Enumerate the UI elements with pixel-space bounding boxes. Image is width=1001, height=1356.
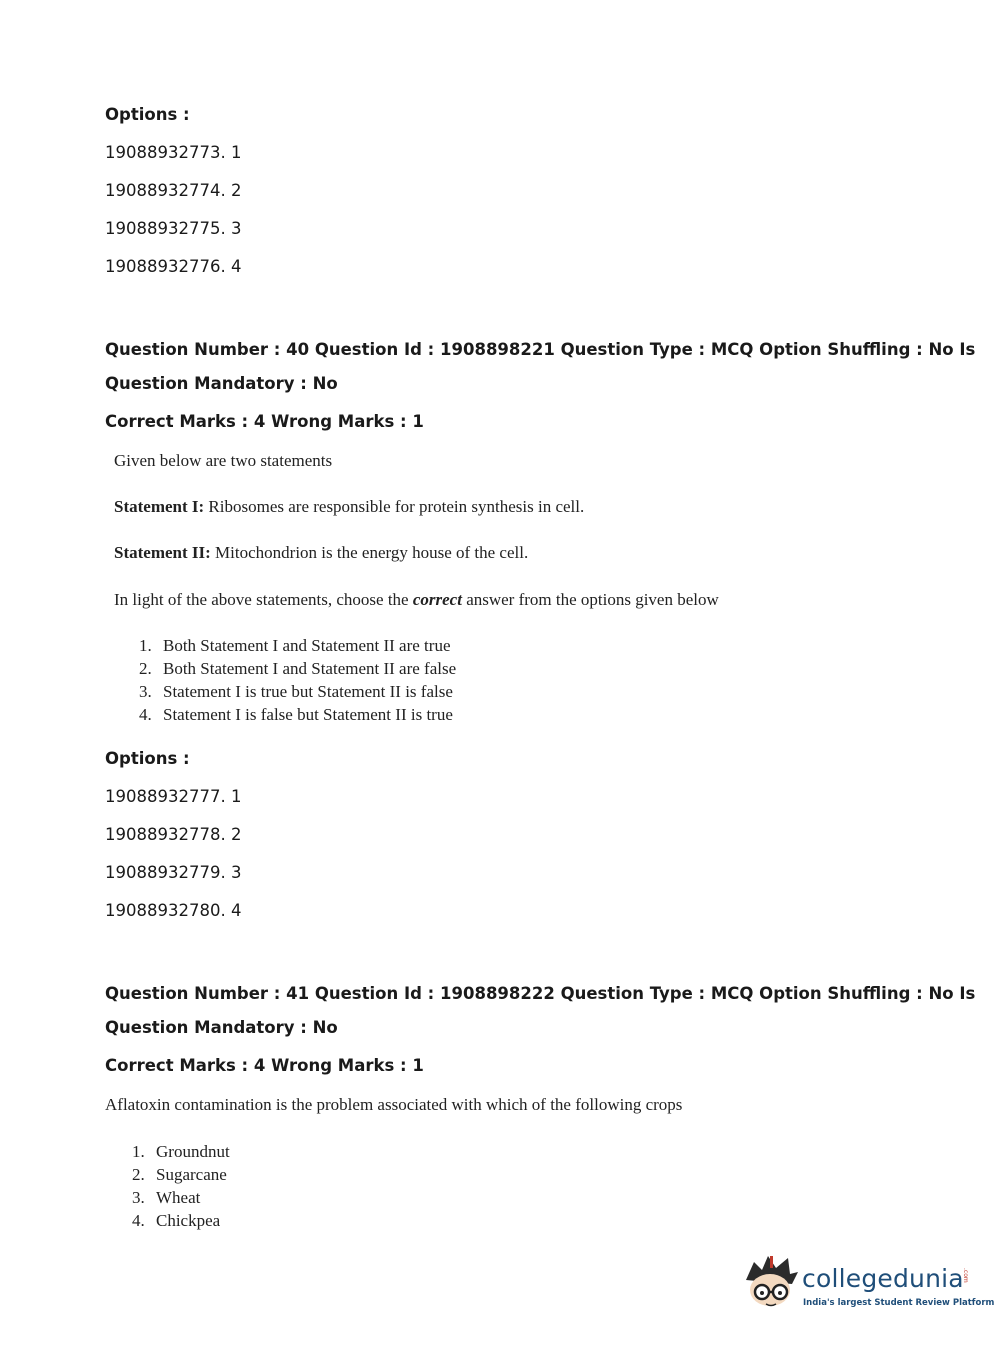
- choice-item: [139, 680, 456, 703]
- statement-two-label: Statement II:: [114, 543, 211, 562]
- choice-text: Groundnut: [156, 1142, 230, 1161]
- question-marks: Correct Marks : 4 Wrong Marks : 1: [105, 412, 424, 431]
- choice-number: 3.: [132, 1188, 145, 1207]
- question-mandatory: Question Mandatory : No: [105, 374, 338, 393]
- prompt-emphasis: correct: [412, 590, 462, 609]
- statement-one-label: Statement I:: [114, 497, 205, 516]
- logo-domain: .com: [962, 1268, 969, 1283]
- choice-text: Both Statement I and Statement II are false: [163, 659, 457, 678]
- choice-text: Statement I is true but Statement II is false: [163, 682, 453, 701]
- question-prompt: Aflatoxin contamination is the problem associated with which of the following crops: [105, 1095, 683, 1114]
- choice-item: [139, 634, 456, 657]
- choice-list: [132, 1140, 230, 1232]
- option-item: 19088932778. 2: [105, 825, 242, 844]
- statement-one-text: Ribosomes are responsible for protein synthesis in cell.: [204, 497, 585, 516]
- choice-item: [139, 703, 456, 726]
- question-prompt: [114, 590, 719, 610]
- choice-text: Statement I is false but Statement II is true: [163, 705, 453, 724]
- prompt-text: In light of the above statements, choose the: [114, 590, 413, 609]
- choice-item: [132, 1140, 230, 1163]
- statement-two: [114, 543, 528, 563]
- logo-wordmark: collegedunia: [802, 1264, 964, 1293]
- collegedunia-logo: [740, 1250, 995, 1320]
- question-header: Question Number : 40 Question Id : 1908898221 Question Type : MCQ Option Shuffling : No Is: [105, 340, 976, 359]
- choice-list: [139, 634, 456, 726]
- choice-number: 1.: [132, 1142, 145, 1161]
- statement-two-text: Mitochondrion is the energy house of the cell.: [210, 543, 529, 562]
- question-header: Question Number : 41 Question Id : 1908898222 Question Type : MCQ Option Shuffling : No Is: [105, 984, 976, 1003]
- option-item: 19088932774. 2: [105, 181, 242, 200]
- options-label: Options :: [105, 105, 190, 124]
- option-item: 19088932775. 3: [105, 219, 242, 238]
- logo-tagline: India's largest Student Review Platform: [803, 1298, 995, 1308]
- choice-item: [132, 1209, 230, 1232]
- choice-text: Sugarcane: [156, 1165, 227, 1184]
- option-item: 19088932780. 4: [105, 901, 242, 920]
- option-item: 19088932777. 1: [105, 787, 242, 806]
- choice-item: [132, 1186, 230, 1209]
- choice-text: Wheat: [156, 1188, 201, 1207]
- option-item: 19088932779. 3: [105, 863, 242, 882]
- question-mandatory: Question Mandatory : No: [105, 1018, 338, 1037]
- choice-text: Chickpea: [156, 1211, 221, 1230]
- choice-item: [139, 657, 456, 680]
- choice-number: 3.: [139, 682, 152, 701]
- choice-number: 2.: [132, 1165, 145, 1184]
- choice-text: Both Statement I and Statement II are true: [163, 636, 451, 655]
- choice-number: 2.: [139, 659, 152, 678]
- options-label: Options :: [105, 749, 190, 768]
- choice-number: 4.: [132, 1211, 145, 1230]
- mascot-glasses-icon: [740, 1250, 802, 1312]
- prompt-text: answer from the options given below: [461, 590, 719, 609]
- statement-one: [114, 497, 584, 517]
- choice-number: 4.: [139, 705, 152, 724]
- choice-number: 1.: [139, 636, 152, 655]
- question-marks: Correct Marks : 4 Wrong Marks : 1: [105, 1056, 424, 1075]
- option-item: 19088932773. 1: [105, 143, 242, 162]
- question-intro: Given below are two statements: [114, 451, 333, 470]
- choice-item: [132, 1163, 230, 1186]
- option-item: 19088932776. 4: [105, 257, 242, 276]
